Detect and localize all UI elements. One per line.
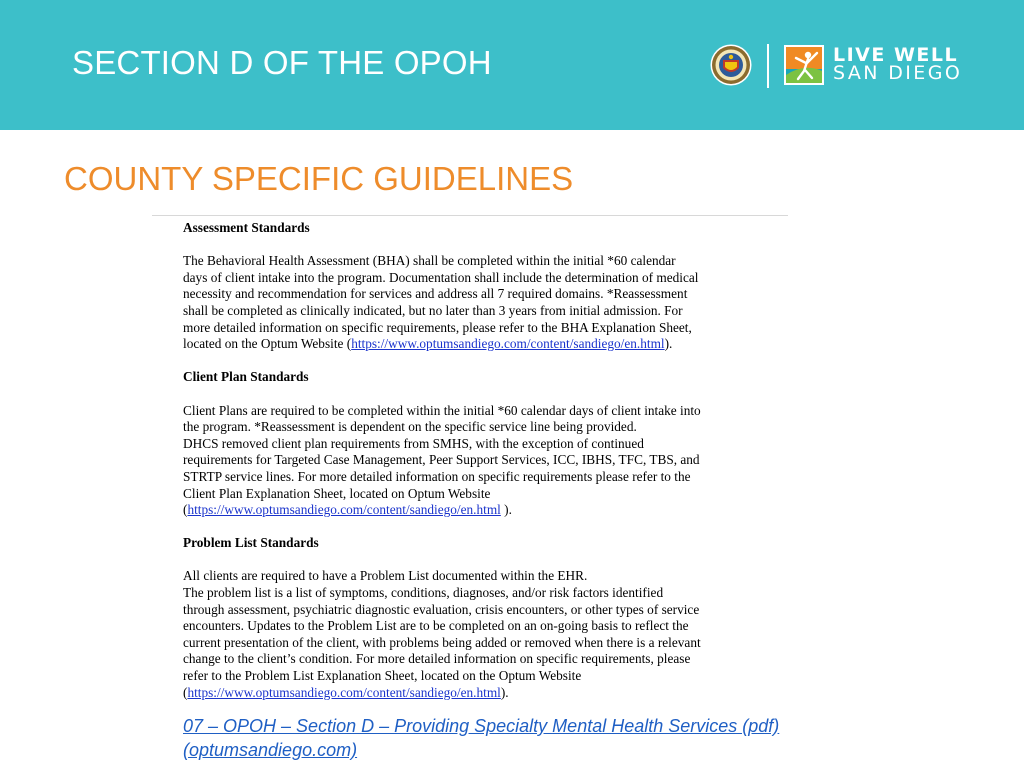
footer-link-line-2: (optumsandiego.com) bbox=[183, 740, 358, 760]
paragraph-line: refer to the Problem List Explanation Sheet, located on the Optum Website bbox=[183, 668, 582, 684]
paragraph-line: more detailed information on specific requirements, please refer to the BHA Explanation Sheet, bbox=[183, 319, 692, 335]
line-suffix: ). bbox=[500, 502, 512, 518]
line-prefix: ( bbox=[183, 502, 188, 518]
problem-list-heading: Problem List Standards bbox=[183, 535, 319, 551]
header-banner bbox=[0, 0, 1024, 130]
optum-website-link[interactable]: https://www.optumsandiego.com/content/sandiego/en.html bbox=[187, 502, 501, 518]
paragraph-line: The Behavioral Health Assessment (BHA) shall be completed within the initial *60 calendar bbox=[183, 253, 676, 269]
paragraph-line: Client Plan Explanation Sheet, located on Optum Website bbox=[183, 485, 491, 501]
footer-link-line-1: 07 – OPOH – Section D – Providing Specialty Mental Health Services (pdf) bbox=[183, 716, 780, 736]
paragraph-line: current presentation of the client, with problems being added or removed when there is a relevant bbox=[183, 634, 701, 650]
client-plan-heading: Client Plan Standards bbox=[183, 369, 309, 385]
opoh-section-d-pdf-link[interactable] bbox=[183, 714, 883, 762]
paragraph-line: All clients are required to have a Problem List documented within the EHR. bbox=[183, 568, 588, 584]
paragraph-line: necessity and recommendation for services and address all 7 required domains. *Reassessment bbox=[183, 286, 688, 302]
paragraph-line: DHCS removed client plan requirements from SMHS, with the exception of continued bbox=[183, 435, 644, 451]
logo-divider bbox=[767, 44, 769, 88]
live-well-figure-icon bbox=[784, 45, 824, 85]
paragraph-line: through assessment, psychiatric diagnostic evaluation, crisis encounters, or other types of service bbox=[183, 601, 700, 617]
problem-list-paragraph bbox=[183, 568, 783, 701]
paragraph-line: requirements for Targeted Case Management, Peer Support Services, ICC, IBHS, TFC, TBS, and bbox=[183, 452, 700, 468]
paragraph-line bbox=[183, 502, 783, 519]
live-well-logo-text bbox=[833, 46, 962, 82]
assessment-paragraph bbox=[183, 253, 783, 353]
paragraph-line: change to the client’s condition. For more detailed information on specific requirements, please bbox=[183, 651, 691, 667]
line-suffix: ). bbox=[664, 336, 673, 352]
section-subtitle: COUNTY SPECIFIC GUIDELINES bbox=[64, 160, 574, 197]
paragraph-line: the program. *Reassessment is dependent on the specific service line being provided. bbox=[183, 419, 637, 435]
paragraph-line: The problem list is a list of symptoms, conditions, diagnoses, and/or risk factors identified bbox=[183, 585, 664, 601]
paragraph-line: shall be completed as clinically indicated, but no later than 3 years from initial admission. For bbox=[183, 302, 683, 318]
brand-line-1: LIVE WELL bbox=[833, 44, 959, 66]
paragraph-line bbox=[183, 336, 783, 353]
paragraph-line: Client Plans are required to be completed within the initial *60 calendar days of client intake into bbox=[183, 402, 701, 418]
client-plan-paragraph bbox=[183, 403, 783, 519]
assessment-heading: Assessment Standards bbox=[183, 220, 310, 235]
line-prefix: located on the Optum Website ( bbox=[183, 336, 352, 352]
paragraph-line: days of client intake into the program. Documentation shall include the determination of medical bbox=[183, 269, 699, 285]
paragraph-line: STRTP service lines. For more detailed information on specific requirements please refer to the bbox=[183, 468, 691, 484]
line-prefix: ( bbox=[183, 684, 188, 700]
slide-title: SECTION D OF THE OPOH bbox=[72, 44, 492, 81]
line-suffix: ). bbox=[500, 684, 509, 700]
county-seal-icon bbox=[710, 44, 752, 86]
optum-website-link[interactable]: https://www.optumsandiego.com/content/sandiego/en.html bbox=[351, 336, 665, 352]
document-excerpt bbox=[152, 215, 788, 704]
paragraph-line: encounters. Updates to the Problem List are to be completed on an on-going basis to reflect the bbox=[183, 618, 689, 634]
paragraph-line bbox=[183, 685, 783, 702]
optum-website-link[interactable]: https://www.optumsandiego.com/content/sandiego/en.html bbox=[187, 684, 501, 700]
brand-line-2: SAN DIEGO bbox=[833, 62, 963, 84]
